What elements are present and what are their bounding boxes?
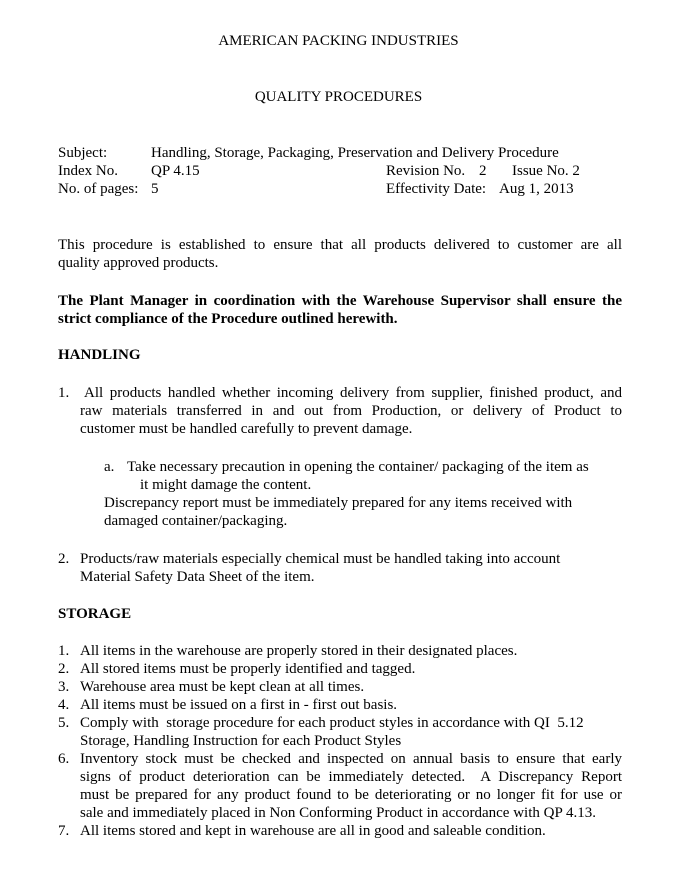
statement-line: strict compliance of the Procedure outlined herewith. (58, 311, 398, 327)
issue-number: Issue No. 2 (512, 163, 580, 179)
intro-line: quality approved products. (58, 255, 219, 271)
pages-label: No. of pages: (58, 181, 139, 197)
note-line: damaged container/packaging. (104, 513, 288, 529)
statement-line: The Plant Manager in coordination with the Warehouse Supervisor shall ensure the (58, 293, 622, 309)
index-value: QP 4.15 (151, 163, 200, 179)
list-line: Storage, Handling Instruction for each Product Styles (80, 733, 402, 749)
list-number: 7. (58, 823, 70, 839)
list-line: sale and immediately placed in Non Conforming Product in accordance with QP 4.13. (80, 805, 596, 821)
note-line: Discrepancy report must be immediately prepared for any items received with (104, 495, 573, 511)
list-line: Warehouse area must be kept clean at all times. (80, 679, 365, 695)
list-item-text (80, 750, 622, 822)
list-line: signs of product deterioration can be immediately detected. A Discrepancy Report (80, 769, 622, 785)
sub-list-line: Take necessary precaution in opening the container/ packaging of the item as (127, 459, 589, 475)
list-item-text (80, 696, 622, 714)
list-item-text (80, 678, 622, 696)
list-number: 4. (58, 697, 70, 713)
list-number: 6. (58, 751, 70, 767)
list-line: must be prepared for any product found to be deteriorating or no longer fit for use or (80, 787, 622, 803)
index-label: Index No. (58, 163, 118, 179)
effectivity-value: Aug 1, 2013 (499, 181, 574, 197)
pages-value: 5 (151, 181, 159, 197)
list-item-text (80, 822, 622, 840)
list-number: 2. (58, 661, 70, 677)
list-line: Comply with storage procedure for each product styles in accordance with QI 5.12 (80, 715, 584, 731)
list-item-text (80, 384, 622, 438)
section-heading-storage: STORAGE (58, 606, 132, 622)
document-title: QUALITY PROCEDURES (254, 89, 423, 105)
subject-label: Subject: (58, 145, 108, 161)
list-number: 3. (58, 679, 70, 695)
list-line: All items stored and kept in warehouse are all in good and saleable condition. (80, 823, 546, 839)
revision-label: Revision No. (386, 163, 466, 179)
discrepancy-note (104, 494, 572, 530)
intro-line: This procedure is established to ensure that all products delivered to customer are all (58, 237, 622, 253)
effectivity-label: Effectivity Date: (386, 181, 487, 197)
list-line: customer must be handled carefully to prevent damage. (80, 421, 413, 437)
sub-list-letter: a. (104, 459, 115, 475)
section-heading-handling: HANDLING (58, 347, 141, 363)
list-item-text (80, 714, 622, 750)
list-line: All products handled whether incoming delivery from supplier, finished product, and (84, 385, 622, 401)
company-name: AMERICAN PACKING INDUSTRIES (218, 33, 459, 49)
list-line: All items must be issued on a first in - first out basis. (80, 697, 398, 713)
list-line: Products/raw materials especially chemical must be handled taking into account (80, 551, 561, 567)
list-line: All items in the warehouse are properly stored in their designated places. (80, 643, 518, 659)
list-number: 1. (58, 385, 70, 401)
responsibility-statement (58, 292, 622, 328)
subject-value: Handling, Storage, Packaging, Preservation and Delivery Procedure (151, 145, 559, 161)
list-line: Inventory stock must be checked and inspected on annual basis to ensure that early (80, 751, 622, 767)
list-item-text (80, 660, 622, 678)
list-number: 2. (58, 551, 70, 567)
list-number: 1. (58, 643, 70, 659)
list-item-text (80, 550, 622, 586)
sub-list-line: it might damage the content. (140, 477, 312, 493)
sub-list-item-text (127, 458, 613, 494)
list-line: Material Safety Data Sheet of the item. (80, 569, 315, 585)
list-line: All stored items must be properly identified and tagged. (80, 661, 416, 677)
revision-value: 2 (479, 163, 487, 179)
list-line: raw materials transferred in and out from Production, or delivery of Product to (80, 403, 622, 419)
list-item-text (80, 642, 622, 660)
list-number: 5. (58, 715, 70, 731)
intro-paragraph (58, 236, 622, 272)
